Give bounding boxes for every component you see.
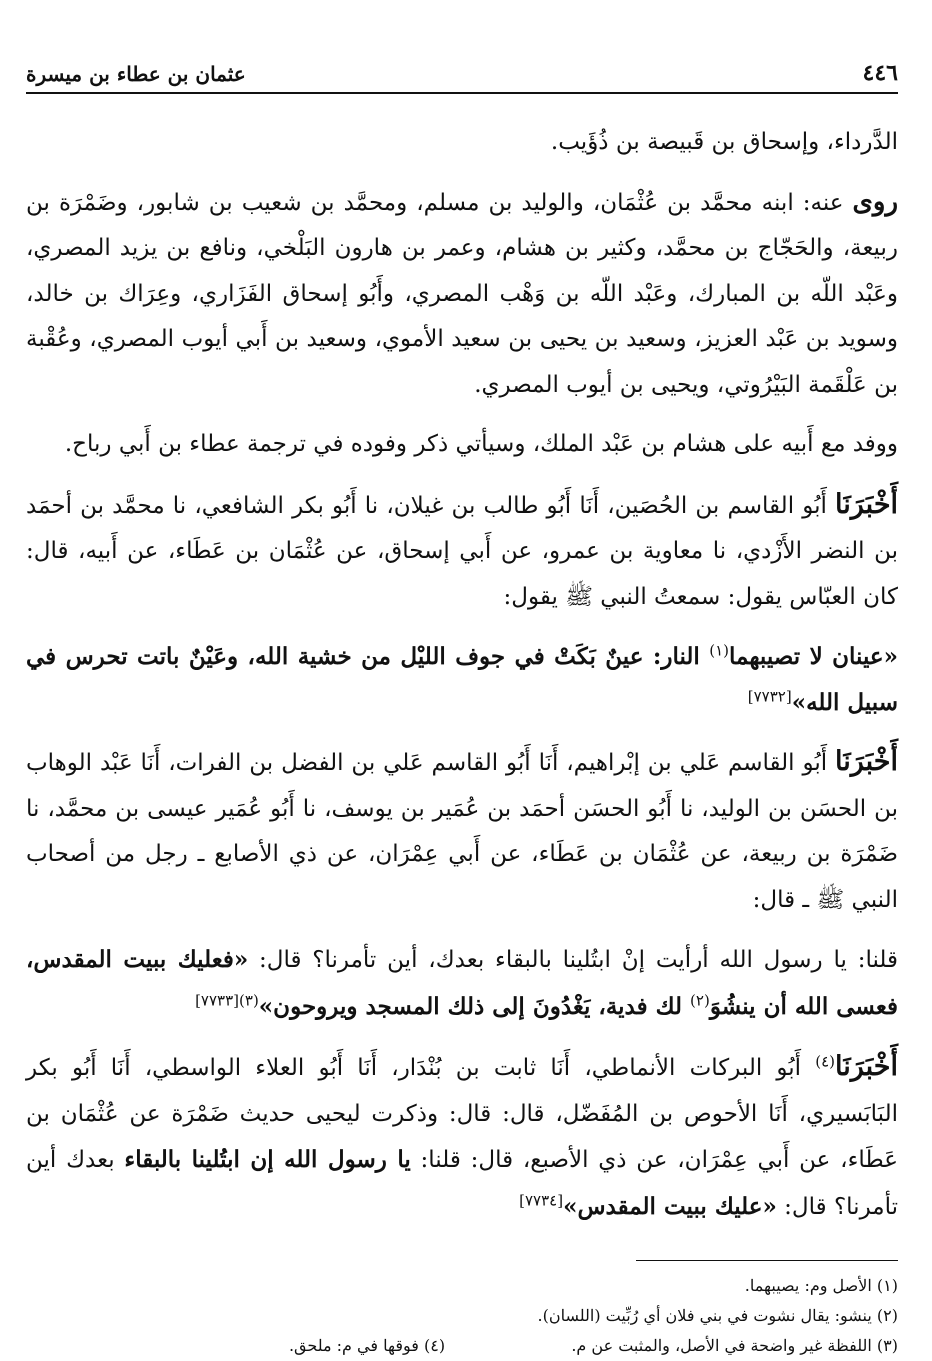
paragraph-isnad-1 (26, 482, 898, 621)
main-text (26, 120, 898, 1230)
isnad-3-text-b: يا رسول الله إن ابتُلينا بالبقاء (124, 1146, 411, 1173)
hadith-1-text-a: «عينان لا تصيبهما (729, 643, 898, 670)
paragraph-isnad-3 (26, 1044, 898, 1230)
footnote-row-2 (26, 1301, 898, 1331)
hadith-2-text-b: «فعليك ببيت المقدس، فعسى الله أن ينشُوَ (26, 946, 898, 1020)
hadith-2-text-c: لك فدية، يَغْدُونَ إلى ذلك المسجد ويروحون» (258, 992, 691, 1020)
running-title: عثمان بن عطاء بن ميسرة (26, 62, 246, 86)
hadith-2-text-a: قلنا: يا رسول الله أرأيت إنْ ابتُلينا بالبقاء بعدك، أين تأمرنا؟ قال: (248, 947, 898, 973)
isnad-1-text: أَبُو القاسم بن الحُصَين، أَنَا أَبُو طالب بن غيلان، نا أَبُو بكر الشافعي، نا محمَّد بن أحمَد بن النضر الأَزْدي، نا معاوية بن عمرو، عن أَبي إسحاق، عن عُثْمَان بن عَطَاء، عن أَبيه، قال: كان العبّاس يقول: سمعتُ النبي ﷺ يقول: (26, 492, 898, 610)
footnote-4: (٤) فوقها في م: ملحق. (288, 1336, 446, 1355)
paragraph-1 (26, 120, 898, 166)
isnad-1-lead: أَخْبَرَنَا (835, 488, 899, 520)
delegation-text: ووفد مع أَبيه على هشام بن عَبْد الملك، وسيأتي ذكر وفوده في ترجمة عطاء بن أَبي رباح. (64, 431, 898, 457)
footnote-ref-2[interactable]: (٢) (690, 990, 710, 1009)
hadith-number-7734: [٧٧٣٤] (519, 1190, 564, 1209)
hadith-number-7732: [٧٧٣٢] (747, 686, 792, 705)
narrated-by-lead: روى (852, 186, 898, 217)
paragraph-hadith-2 (26, 937, 898, 1030)
paragraph-hadith-1 (26, 634, 898, 725)
paragraph-delegation (26, 422, 898, 468)
hadith-number-7733: (٣)[٧٧٣٣] (195, 990, 259, 1009)
page-header (26, 52, 898, 94)
isnad-2-text: أَبُو القاسم عَلي بن إبْراهيم، أَنَا أَبُو القاسم عَلي بن الفضل بن الفرات، أَنَا عَبْد الوهاب بن الحسَن بن الوليد، نا أَبُو الحسَن أحمَد بن عُمَير بن يوسف، نا أَبُو عُمَير عيسى بن محمَّد، نا ضَمْرَة بن ربيعة، عن عُثْمَان بن عَطَاء، عن أَبي عِمْرَان، عن ذي الأصابع ـ رجل من أصحاب النبي ﷺ ـ قال: (26, 750, 898, 913)
footnote-1: (١) الأصل وم: يصيبهما. (744, 1276, 898, 1295)
footnote-2: (٢) ينشو: يقال نشوت في بني فلان أي رُبِّيت (اللسان). (537, 1306, 898, 1325)
narrators-text: عنه: ابنه محمَّد بن عُثْمَان، والوليد بن مسلم، ومحمَّد بن شعيب بن شابور، وضَمْرَة بن ربيعة، والحَجّاج بن محمَّد، وكثير بن هشام، وعمر بن هارون البَلْخي، ونافع بن يزيد المصري، وعَبْد اللّه بن المبارك، وعَبْد اللّه بن وَهْب المصري، وأَبُو إسحاق الفَزَاري، وعِرَاك بن خالد، وسويد بن عَبْد العزيز، وسعيد بن يحيى بن سعيد الأموي، وسعيد بن أَبي أيوب المصري، وعُقْبة بن عَلْقَمة البَيْرُوتي، ويحيى بن أيوب المصري. (26, 189, 898, 398)
footnotes (26, 1271, 898, 1361)
paragraph-isnad-2 (26, 739, 898, 923)
paragraph-1-text: الدَّرداء، وإسحاق بن قَبيصة بن ذُؤَيب. (550, 129, 898, 155)
footnote-3: (٣) اللفظة غير واضحة في الأصل، والمثبت عن م. (571, 1336, 898, 1355)
isnad-3-text-a: أَبُو البركات الأنماطي، أَنَا ثابت بن بُنْدَار، أَنَا أَبُو العلاء الواسطي، أَنَا أَبُو بكر البَابَسيري، أَنَا الأحوص بن المُفَضّل، قال: قال: وذكرت ليحيى حديث ضَمْرَة عن عُثْمَان بن عَطَاء، عن أَبي عِمْرَان، عن ذي الأصبع، قال: قلنا: (26, 1055, 899, 1173)
hadith-1-text-b: النار: عينٌ بَكَتْ في جوف الليْل من خشية الله، وعَيْنٌ باتت تحرس في سبيل الله» (26, 643, 898, 716)
footnote-row-3 (26, 1331, 898, 1361)
page-number: ٤٤٦ (862, 60, 898, 86)
footnote-ref-4[interactable]: (٤) (815, 1052, 836, 1071)
footnote-ref-1[interactable]: (١) (709, 641, 730, 660)
paragraph-narrators (26, 180, 898, 409)
isnad-3-text-c: بعدك أين تأمرنا؟ قال: (26, 1147, 898, 1220)
isnad-3-lead: أَخْبَرَنَا (835, 1051, 898, 1082)
isnad-2-lead: أَخْبَرَنَا (835, 746, 898, 777)
isnad-3-text-d: «عليك ببيت المقدس» (563, 1192, 777, 1220)
footnote-divider (636, 1260, 898, 1261)
footnote-row-1 (26, 1271, 898, 1301)
